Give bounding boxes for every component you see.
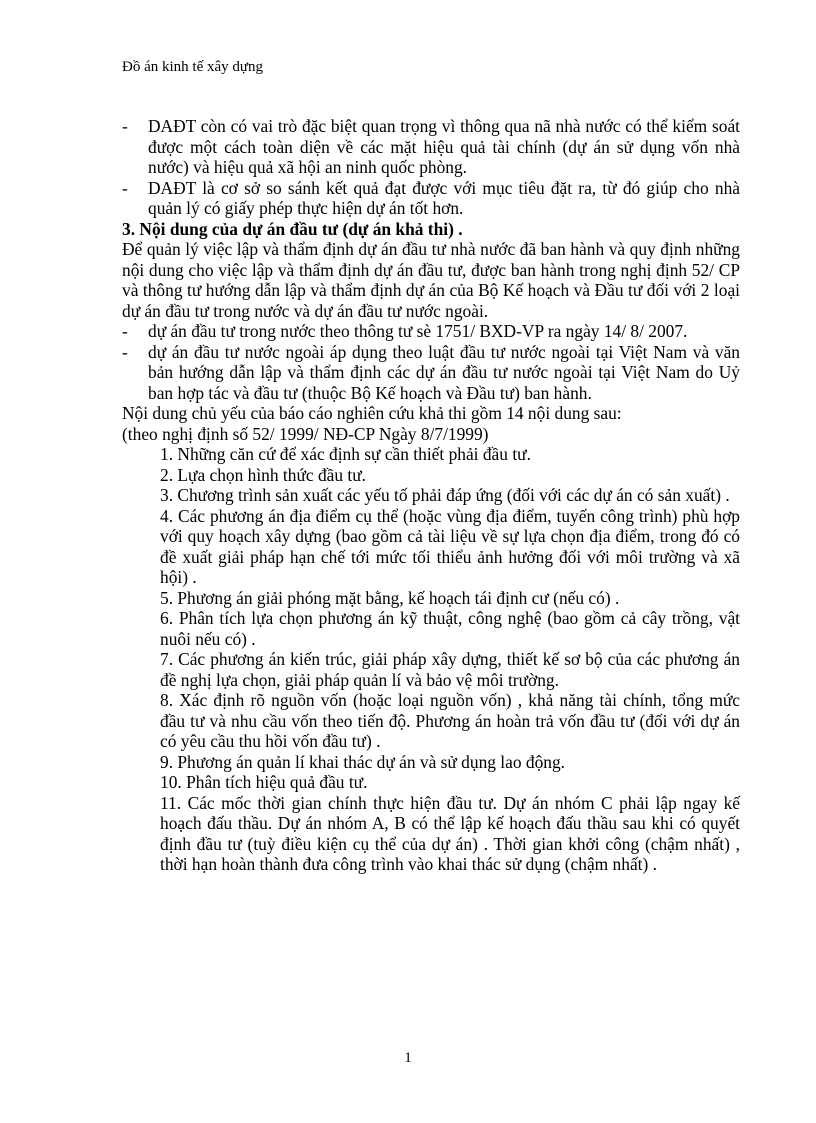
numbered-item: 4. Các phương án địa điểm cụ thể (hoặc vùng địa điểm, tuyến công trình) phù hợp với quy hoạch xây dựng (bao gồm cả tài liệu về sự lựa chọn địa điểm, trong đó có đề xuất giải pháp hạn chế tới mức tối thiểu ảnh hưởng đối với môi trường và xã hội) . — [160, 505, 740, 587]
document-body — [122, 116, 740, 875]
numbered-item: 3. Chương trình sản xuất các yếu tố phải đáp ứng (đối với các dự án có sản xuất) . — [160, 485, 730, 505]
list-item — [122, 178, 740, 219]
bullet-text: dự án đầu tư nước ngoài áp dụng theo luật đầu tư nước ngoài tại Việt Nam và văn bản hướng dẫn lập và thẩm định các dự án đầu tư nước ngoài tại Việt Nam do Uỷ ban hợp tác và đầu tư (thuộc Bộ Kế hoạch và Đầu tư) ban hành. — [148, 341, 740, 403]
summary-line: Nội dung chủ yếu của báo cáo nghiên cứu khả thi gồm 14 nội dung sau: — [122, 403, 622, 423]
bullet-dash: - — [122, 321, 128, 341]
numbered-item: 2. Lựa chọn hình thức đầu tư. — [160, 464, 367, 485]
bullet-dash: - — [122, 177, 128, 198]
numbered-item: 8. Xác định rõ nguồn vốn (hoặc loại nguồn vốn) , khả năng tài chính, tổng mức đầu tư và nhu cầu vốn theo tiến độ. Phương án hoàn trả vốn đầu tư (đối với dự án có yêu cầu thu hồi vốn đầu tư) . — [160, 690, 740, 751]
bullet-dash: - — [122, 341, 128, 362]
bullet-text: dự án đầu tư trong nước theo thông tư sè 1751/ BXD-VP ra ngày 14/ 8/ 2007. — [148, 321, 688, 341]
list-item — [122, 321, 740, 342]
bullet-text: DAĐT còn có vai trò đặc biệt quan trọng vì thông qua nã nhà nước có thể kiểm soát được một cách toàn diện về các mặt hiệu quả tài chính (dự án sử dụng vốn nhà nước) và hiệu quả xã hội an ninh quốc phòng. — [148, 116, 740, 177]
list-item — [122, 342, 740, 404]
numbered-item: 7. Các phương án kiến trúc, giải pháp xây dựng, thiết kế sơ bộ của các phương án đề nghị lựa chọn, giải pháp quản lí và bảo vệ môi trường. — [160, 649, 740, 690]
numbered-item: 10. Phân tích hiệu quả đầu tư. — [160, 772, 368, 792]
bullet-text: DAĐT là cơ sở so sánh kết quả đạt được với mục tiêu đặt ra, từ đó giúp cho nhà quản lý có giấy phép thực hiện dự án tốt hơn. — [148, 177, 740, 218]
summary-reference: (theo nghị định số 52/ 1999/ NĐ-CP Ngày 8/7/1999) — [122, 423, 489, 444]
numbered-item: 6. Phân tích lựa chọn phương án kỹ thuật, công nghệ (bao gồm cả cây trồng, vật nuôi nếu có) . — [160, 608, 740, 649]
bullet-dash: - — [122, 116, 128, 136]
numbered-item: 5. Phương án giải phóng mặt bằng, kế hoạch tái định cư (nếu có) . — [160, 587, 620, 608]
numbered-item: 9. Phương án quản lí khai thác dự án và sử dụng lao động. — [160, 751, 566, 772]
page-header: Đồ án kinh tế xây dựng — [122, 59, 264, 75]
numbered-item: 1. Những căn cứ để xác định sự cần thiết phải đầu tư. — [160, 444, 531, 464]
numbered-item: 11. Các mốc thời gian chính thực hiện đầu tư. Dự án nhóm C phải lập ngay kế hoạch đấu thầu. Dự án nhóm A, B có thể lập kế hoạch đấu thầu sau khi có quyết định đầu tư (tuỳ điều kiện cụ thể của dự án) . Thời gian khởi công (chậm nhất) , thời hạn hoàn thành đưa công trình vào khai thác sử dụng (chậm nhất) . — [160, 792, 740, 874]
intro-paragraph: Để quản lý việc lập và thẩm định dự án đầu tư nhà nước đã ban hành và quy định những nội dung cho việc lập và thẩm định dự án đầu tư, được ban hành trong nghị định 52/ CP và thông tư hướng dẫn lập và thẩm định dự án của Bộ Kế hoạch và Đầu tư đối với 2 loại dự án đầu tư trong nước và dự án đầu tư nước ngoài. — [122, 239, 740, 321]
section-heading: 3. Nội dung của dự án đầu tư (dự án khả thi) . — [122, 218, 463, 239]
page-number: 1 — [404, 1050, 412, 1066]
list-item — [122, 116, 740, 178]
